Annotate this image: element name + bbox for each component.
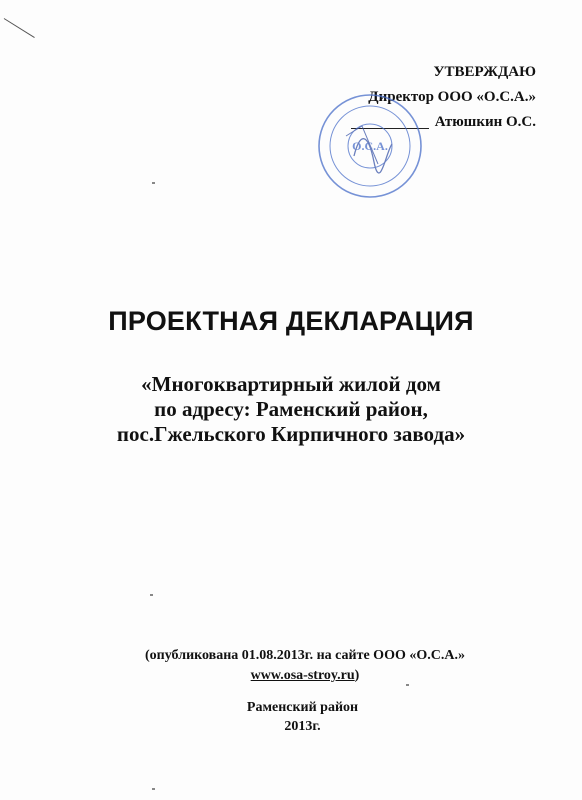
website-link[interactable]: www.osa-stroy.ru — [250, 668, 355, 683]
scan-speck — [152, 788, 155, 790]
scan-speck — [150, 594, 153, 596]
publication-prefix: (опубликована 01.08.2013г. на сайте ООО «О.С.А.» — [145, 648, 465, 663]
subtitle-line-2: по адресу: Раменский район, — [154, 397, 428, 421]
footer-year: 2013г. — [284, 719, 321, 734]
footer-place: Раменский район — [246, 700, 359, 715]
scan-speck — [152, 182, 155, 184]
approval-signatory: Атюшкин О.С. — [434, 114, 536, 130]
publication-note — [0, 646, 582, 686]
subtitle-line-3: пос.Гжельского Кирпичного завода» — [116, 422, 466, 446]
document-footer — [0, 698, 582, 736]
company-stamp-icon — [316, 92, 424, 200]
publication-suffix: ) — [354, 668, 360, 683]
stamp-center-text: О.С.А. — [352, 139, 388, 153]
document-title: ПРОЕКТНАЯ ДЕКЛАРАЦИЯ — [108, 306, 474, 336]
document-subtitle — [0, 372, 582, 447]
scan-mark — [4, 18, 35, 38]
approval-director: Директор ООО «О.С.А.» — [368, 89, 536, 105]
approval-heading: УТВЕРЖДАЮ — [433, 64, 536, 80]
subtitle-line-1: «Многоквартирный жилой дом — [141, 372, 441, 396]
scan-speck — [406, 684, 409, 686]
